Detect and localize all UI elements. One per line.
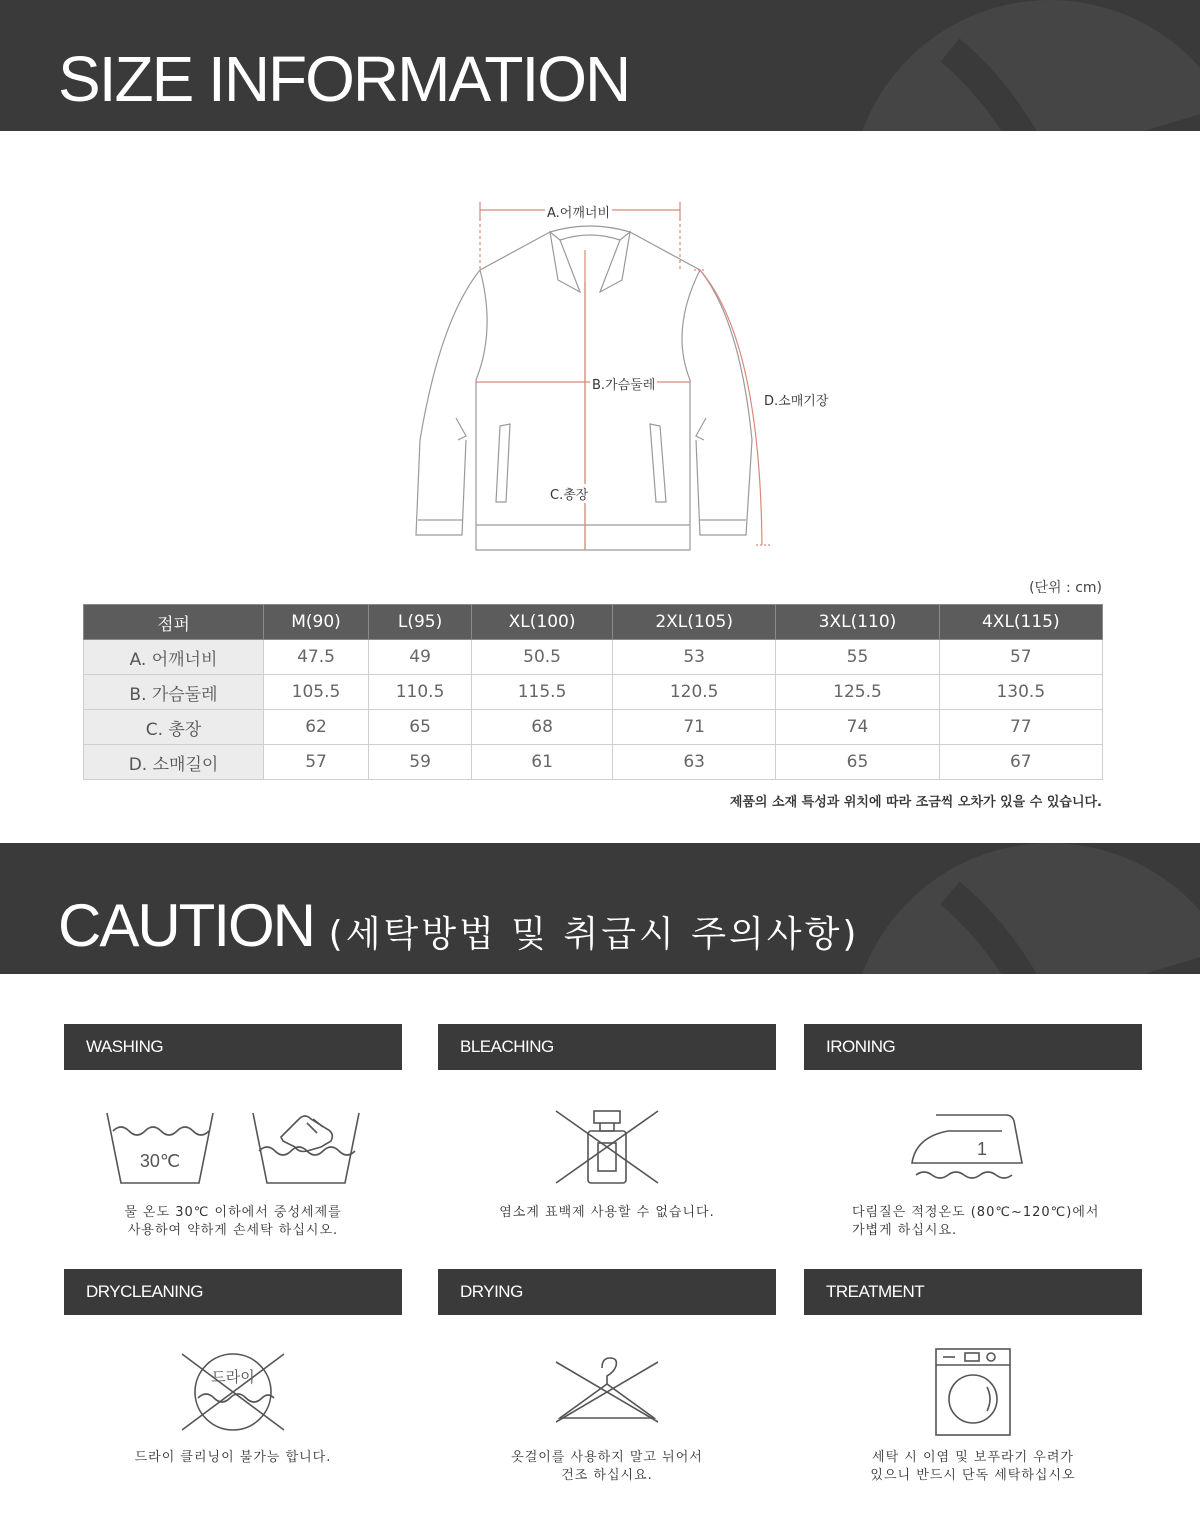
table-cell: 120.5 xyxy=(613,675,776,710)
care-text-bleaching: 염소계 표백제 사용할 수 없습니다. xyxy=(499,1205,715,1220)
caution-title-main: CAUTION xyxy=(58,892,314,959)
caution-subtitle: (세탁방법 및 취급시 주의사항) xyxy=(328,914,860,955)
table-cell: 57 xyxy=(939,640,1102,675)
no-dryclean-icon xyxy=(178,1350,288,1434)
washing-machine-icon xyxy=(933,1347,1013,1437)
care-card-ironing xyxy=(804,1024,1142,1240)
unit-note: (단위 : cm) xyxy=(1029,580,1102,596)
table-cell: 68 xyxy=(472,710,613,745)
care-text-washing: 물 온도 30℃ 이하에서 중성세제를 사용하여 약하게 손세탁 하십시오. xyxy=(124,1205,342,1238)
size-table xyxy=(83,604,1103,780)
wash-30-icon xyxy=(105,1107,215,1187)
caution-banner xyxy=(0,843,1200,974)
table-header-cell: M(90) xyxy=(264,605,369,640)
table-cell: 62 xyxy=(264,710,369,745)
table-cell: 53 xyxy=(613,640,776,675)
care-card-bleaching xyxy=(438,1024,776,1222)
table-header-cell: 2XL(105) xyxy=(613,605,776,640)
decorative-ball-icon xyxy=(840,0,1200,131)
care-text-ironing: 다림질은 적정온도 (80℃~120℃)에서 가볍게 하십시요. xyxy=(852,1205,1100,1238)
table-row-label: D. 소매길이 xyxy=(84,745,264,780)
table-cell: 55 xyxy=(776,640,939,675)
table-cell: 110.5 xyxy=(369,675,472,710)
iron-low-icon xyxy=(908,1107,1038,1187)
table-row xyxy=(84,640,1103,675)
care-heading-drying: DRYING xyxy=(438,1269,776,1315)
wash-temp-label: 30℃ xyxy=(139,1151,181,1171)
diagram-label-sleeve: D.소매기장 xyxy=(762,390,830,409)
care-card-washing xyxy=(64,1024,402,1240)
table-cell: 105.5 xyxy=(264,675,369,710)
table-header-row xyxy=(84,605,1103,640)
size-disclaimer: 제품의 소재 특성과 위치에 따라 조금씩 오차가 있을 수 있습니다. xyxy=(729,795,1102,810)
care-heading-washing: WASHING xyxy=(64,1024,402,1070)
table-header-cell: 4XL(115) xyxy=(939,605,1102,640)
care-icons-washing xyxy=(64,1092,402,1202)
table-row-label: A. 어깨너비 xyxy=(84,640,264,675)
care-text-drycleaning: 드라이 클리닝이 불가능 합니다. xyxy=(134,1450,332,1465)
care-icons-treatment xyxy=(804,1337,1142,1447)
jacket-diagram xyxy=(400,190,860,570)
size-information-title: SIZE INFORMATION xyxy=(58,43,630,115)
table-cell: 115.5 xyxy=(472,675,613,710)
care-icons-drying xyxy=(438,1337,776,1447)
decorative-ball-icon xyxy=(840,843,1200,974)
iron-level-label: 1 xyxy=(976,1139,988,1159)
hand-wash-icon xyxy=(251,1107,361,1187)
table-cell: 50.5 xyxy=(472,640,613,675)
care-card-drying xyxy=(438,1269,776,1485)
table-cell: 67 xyxy=(939,745,1102,780)
diagram-label-chest: B.가슴둘레 xyxy=(590,374,657,393)
table-row-label: C. 총장 xyxy=(84,710,264,745)
table-cell: 74 xyxy=(776,710,939,745)
table-cell: 63 xyxy=(613,745,776,780)
table-cell: 71 xyxy=(613,710,776,745)
table-header-cell: XL(100) xyxy=(472,605,613,640)
diagram-label-length: C.총장 xyxy=(548,484,590,503)
table-header-cell: 3XL(110) xyxy=(776,605,939,640)
care-heading-bleaching: BLEACHING xyxy=(438,1024,776,1070)
care-icons-ironing xyxy=(804,1092,1142,1202)
table-cell: 61 xyxy=(472,745,613,780)
care-card-drycleaning xyxy=(64,1269,402,1467)
diagram-label-shoulder: A.어깨너비 xyxy=(545,202,612,221)
table-row xyxy=(84,710,1103,745)
table-cell: 49 xyxy=(369,640,472,675)
table-row-label: B. 가슴둘레 xyxy=(84,675,264,710)
no-bleach-icon xyxy=(552,1107,662,1187)
table-row xyxy=(84,675,1103,710)
table-cell: 77 xyxy=(939,710,1102,745)
table-cell: 125.5 xyxy=(776,675,939,710)
table-header-cell: L(95) xyxy=(369,605,472,640)
care-heading-drycleaning: DRYCLEANING xyxy=(64,1269,402,1315)
care-heading-treatment: TREATMENT xyxy=(804,1269,1142,1315)
dryclean-icon-label: 드라이 xyxy=(211,1368,255,1386)
care-icons-drycleaning xyxy=(64,1337,402,1447)
table-cell: 65 xyxy=(776,745,939,780)
size-information-banner xyxy=(0,0,1200,131)
table-cell: 59 xyxy=(369,745,472,780)
table-cell: 57 xyxy=(264,745,369,780)
care-card-treatment xyxy=(804,1269,1142,1485)
care-text-treatment: 세탁 시 이염 및 보푸라기 우려가 있으니 반드시 단독 세탁하십시오 xyxy=(870,1450,1076,1483)
table-row xyxy=(84,745,1103,780)
table-cell: 47.5 xyxy=(264,640,369,675)
care-text-drying: 옷걸이를 사용하지 말고 뉘어서 건조 하십시요. xyxy=(511,1450,703,1483)
caution-title xyxy=(58,891,859,960)
care-heading-ironing: IRONING xyxy=(804,1024,1142,1070)
table-cell: 65 xyxy=(369,710,472,745)
care-icons-bleaching xyxy=(438,1092,776,1202)
table-cell: 130.5 xyxy=(939,675,1102,710)
no-hanger-icon xyxy=(552,1352,662,1432)
table-header-cell: 점퍼 xyxy=(84,605,264,640)
